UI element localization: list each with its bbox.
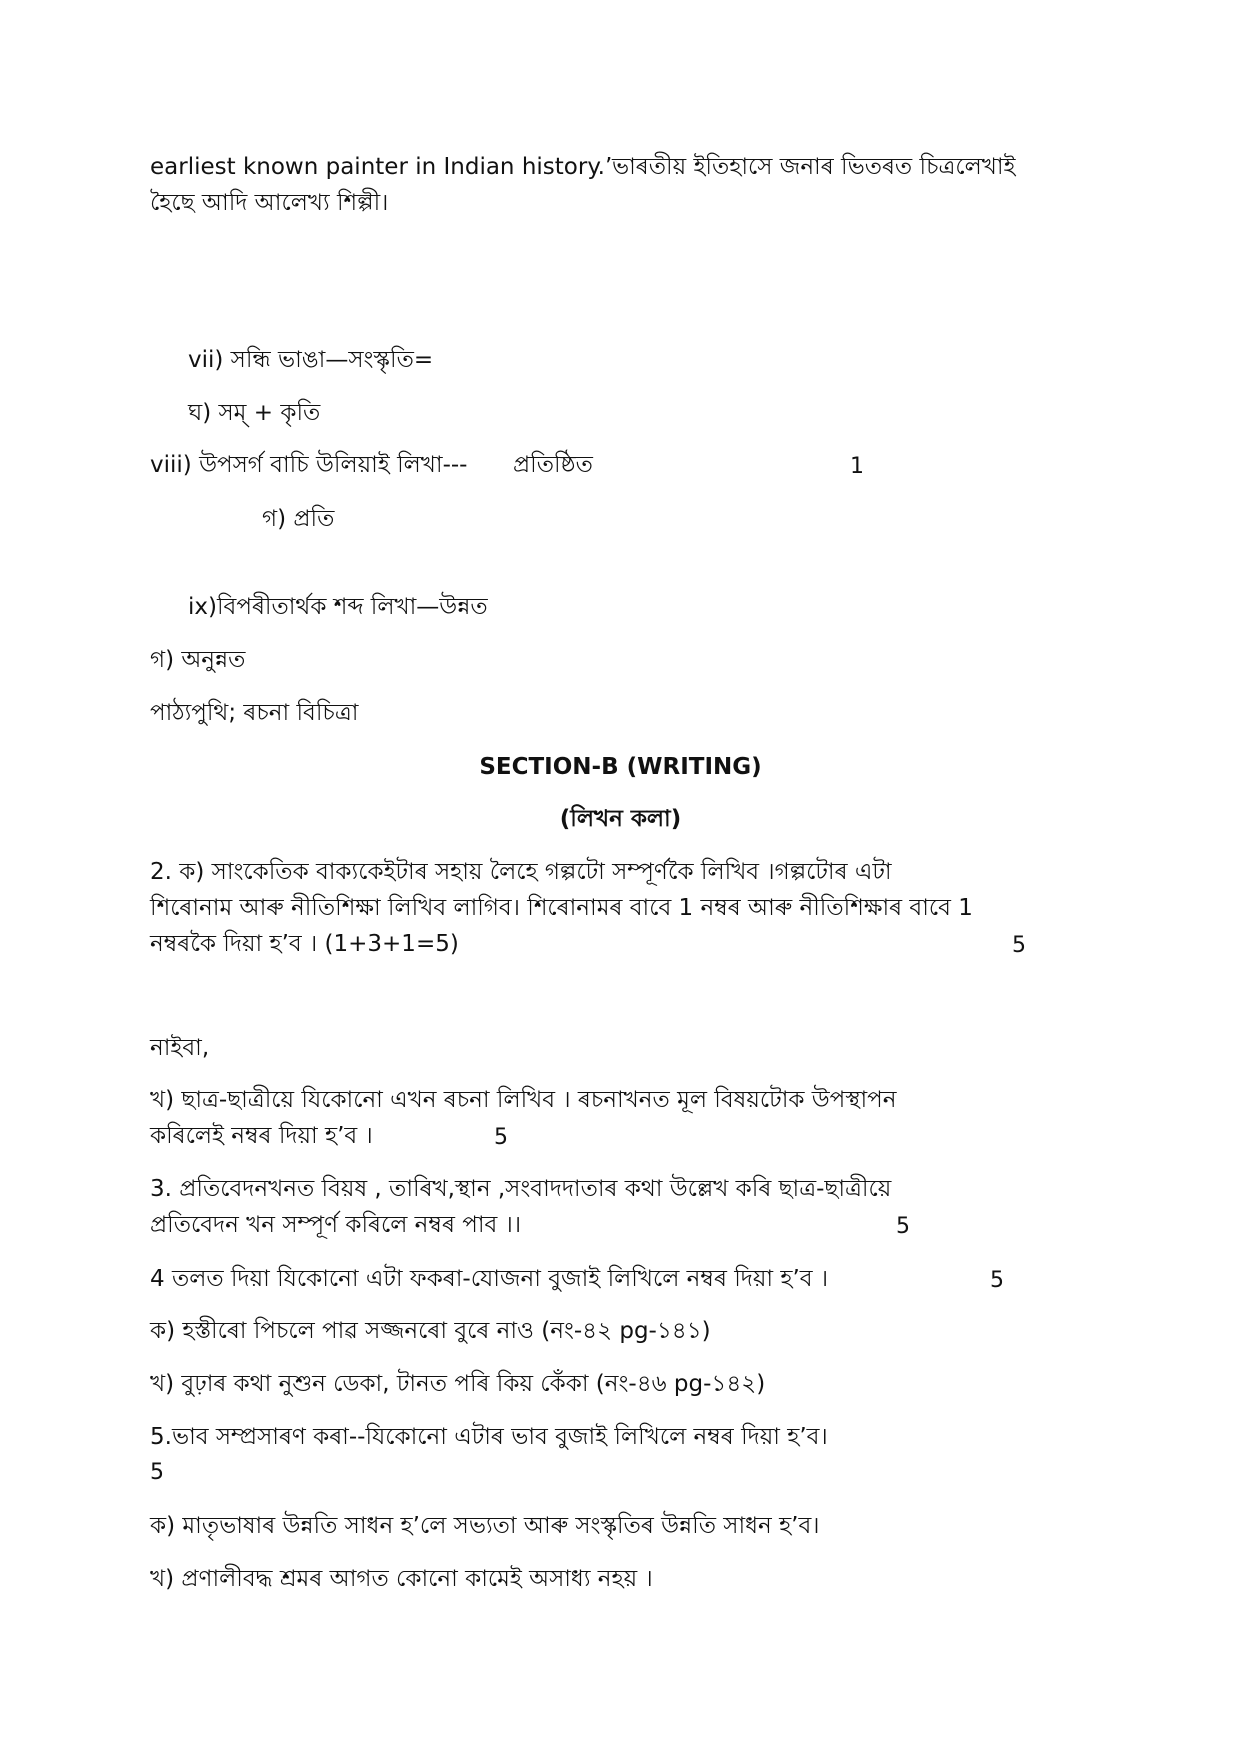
section-subtitle: (লিখন কলা) xyxy=(559,806,682,832)
answer-ix: গ) অনুন্নত xyxy=(150,647,246,673)
q5-marks: 5 xyxy=(150,1460,164,1485)
q4-marks: 5 xyxy=(990,1268,1004,1293)
intro-english-text: earliest known painter in Indian history.’ xyxy=(150,154,613,180)
q4-kha: খ) বুঢ়াৰ কথা নুশুন ডেকা, টানত পৰি কিয় কেঁকা (নং-৪৬ pg-১৪২) xyxy=(150,1371,766,1397)
textbook-reference: পাঠ্যপুথি; ৰচনা বিচিত্ৰা xyxy=(150,700,359,726)
q2-marks: 5 xyxy=(1012,933,1026,958)
question-ix: ix)বিপৰীতাৰ্থক শব্দ লিখা—উন্নত xyxy=(188,594,488,620)
intro-assamese-text: ভাৰতীয় ইতিহাসে জনাৰ ভিতৰত চিত্ৰলেখাই xyxy=(612,154,1016,180)
q4-ka: ক) হস্তীৰো পিচলে পাৱ সজ্জনৰো বুৰে নাও (নং-৪২ pg-১৪১) xyxy=(150,1318,711,1344)
q2-kha-line-2: কৰিলেই নম্বৰ দিয়া হ’ব । xyxy=(150,1123,373,1149)
answer-vii: ঘ) সম্ + কৃতি xyxy=(188,400,321,426)
q2-line-2: শিৰোনাম আৰু নীতিশিক্ষা লিখিব লাগিব। শিৰোনামৰ বাবে 1 নম্বৰ আৰু নীতিশিক্ষাৰ বাবে 1 xyxy=(150,895,973,921)
q5-ka: ক) মাতৃভাষাৰ উন্নতি সাধন হ’লে সভ্যতা আৰু সংস্কৃতিৰ উন্নতি সাধন হ’ব। xyxy=(150,1513,820,1539)
q4-line: 4 তলত দিয়া যিকোনো এটা ফকৰা-যোজনা বুজাই লিখিলে নম্বৰ দিয়া হ’ব । xyxy=(150,1266,829,1292)
q3-line-1: 3. প্ৰতিবেদনখনত বিয়ষ , তাৰিখ,স্থান ,সংবাদদাতাৰ কথা উল্লেখ কৰি ছাত্ৰ-ছাত্ৰীয়ে xyxy=(150,1176,892,1202)
q2-line-1: 2. ক) সাংকেতিক বাক্যকেইটাৰ সহায় লৈহে গল্পটো সম্পূৰ্ণকৈ লিখিব ।গল্পটোৰ এটা xyxy=(150,859,892,885)
q2-kha-marks: 5 xyxy=(494,1125,508,1150)
q2-kha-line-1: খ) ছাত্ৰ-ছাত্ৰীয়ে যিকোনো এখন ৰচনা লিখিব । ৰচনাখনত মূল বিষয়টোক উপস্থাপন xyxy=(150,1087,897,1113)
question-viii-word: প্ৰতিষ্ঠিত xyxy=(513,452,593,478)
q2-or: নাইবা, xyxy=(150,1035,210,1061)
question-viii: viii) উপসৰ্গ বাচি উলিয়াই লিখা--- xyxy=(150,452,468,478)
answer-viii: গ) প্ৰতি xyxy=(262,506,335,532)
q5-line: 5.ভাব সম্প্ৰসাৰণ কৰা--যিকোনো এটাৰ ভাব বুজাই লিখিলে নম্বৰ দিয়া হ’ব। xyxy=(150,1424,828,1450)
question-vii: vii) সন্ধি ভাঙা—সংস্কৃতি= xyxy=(188,347,434,373)
q5-kha: খ) প্ৰণালীবদ্ধ শ্ৰমৰ আগত কোনো কামেই অসাধ্য নহয় । xyxy=(150,1566,653,1592)
q2-line-3: নম্বৰকৈ দিয়া হ’ব । (1+3+1=5) xyxy=(150,931,459,957)
q3-marks: 5 xyxy=(896,1214,910,1239)
question-viii-marks: 1 xyxy=(850,454,864,479)
intro-line-2: হৈছে আদি আলেখ্য শিল্পী। xyxy=(150,190,389,216)
section-title: SECTION-B (WRITING) xyxy=(479,754,762,780)
q3-line-2: প্ৰতিবেদন খন সম্পূৰ্ণ কৰিলে নম্বৰ পাব ।। xyxy=(150,1212,522,1238)
intro-line-1 xyxy=(150,150,612,184)
